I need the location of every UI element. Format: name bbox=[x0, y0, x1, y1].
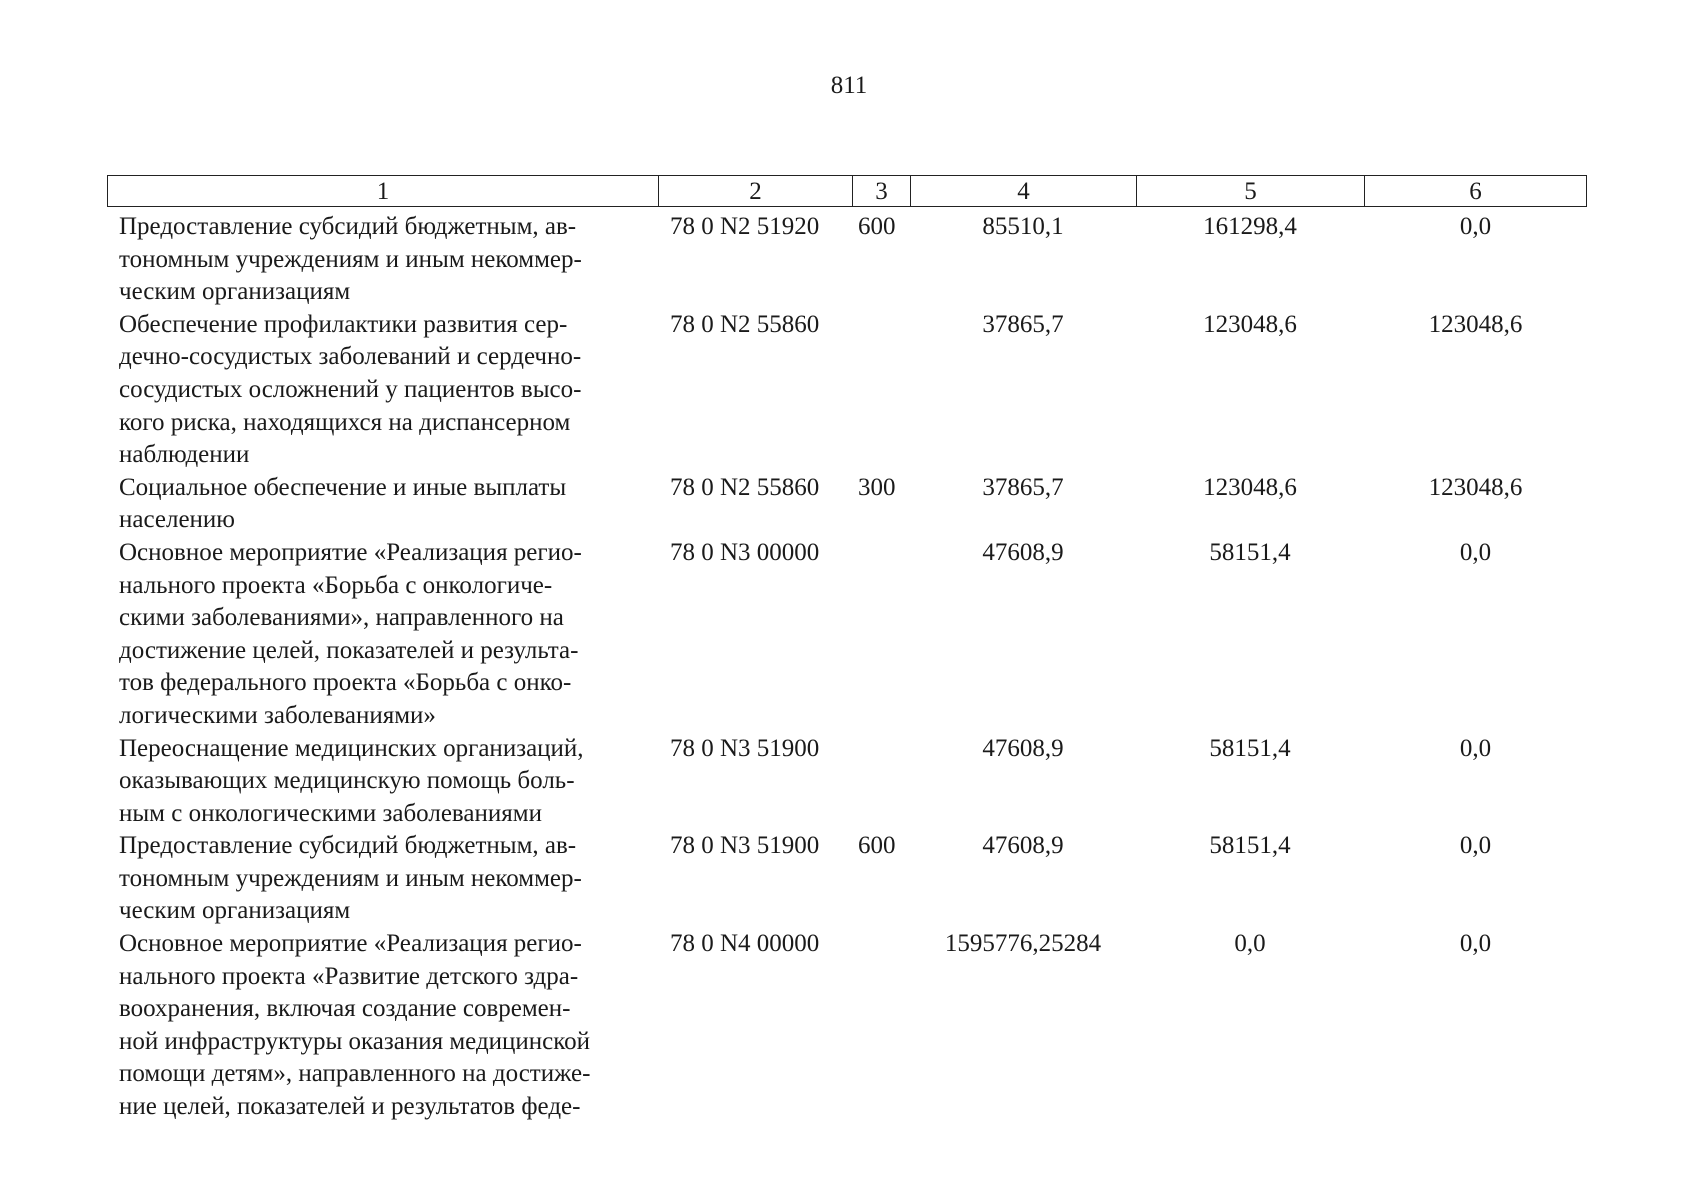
row-type bbox=[852, 309, 910, 472]
description-line: нального проекта «Борьба с онкологиче- bbox=[119, 571, 553, 599]
column-header-4: 4 bbox=[911, 176, 1137, 206]
row-value-4: 37865,7 bbox=[982, 310, 1064, 338]
row-value-5: 58151,4 bbox=[1209, 538, 1291, 566]
page-number: 811 bbox=[830, 72, 868, 99]
description-line: Предоставление субсидий бюджетным, ав- bbox=[119, 213, 577, 240]
row-value-4: 85510,1 bbox=[982, 213, 1064, 240]
description-line: наблюдении bbox=[119, 441, 250, 469]
row-value-4: 47608,9 bbox=[982, 734, 1064, 762]
table-row bbox=[107, 211, 1587, 309]
description-line: Социальное обеспечение и иные выплаты bbox=[119, 473, 567, 501]
row-type bbox=[852, 733, 910, 831]
row-description bbox=[107, 928, 658, 1124]
row-type: 300 bbox=[858, 473, 896, 501]
description-line: логическими заболеваниями» bbox=[119, 701, 436, 729]
row-description bbox=[107, 830, 658, 928]
description-line: воохранения, включая создание современ- bbox=[119, 995, 571, 1023]
row-code: 78 0 N3 00000 bbox=[670, 538, 820, 566]
description-line: ной инфраструктуры оказания медицинской bbox=[119, 1027, 591, 1055]
table-row bbox=[107, 472, 1587, 537]
row-value-6: 123048,6 bbox=[1428, 310, 1523, 338]
description-line: нального проекта «Развитие детского здра- bbox=[119, 962, 579, 990]
column-header-5: 5 bbox=[1137, 176, 1365, 206]
row-code: 78 0 N4 00000 bbox=[670, 930, 820, 958]
row-description bbox=[107, 472, 658, 537]
column-header-2: 2 bbox=[659, 176, 853, 206]
table-row bbox=[107, 309, 1587, 472]
description-line: тономным учреждениям и иным некоммер- bbox=[119, 245, 582, 273]
row-code: 78 0 N2 51920 bbox=[670, 213, 820, 240]
row-code: 78 0 N2 55860 bbox=[670, 473, 820, 501]
row-value-5: 123048,6 bbox=[1203, 473, 1297, 501]
table-row bbox=[107, 733, 1587, 831]
row-type: 600 bbox=[858, 213, 896, 240]
row-description bbox=[107, 211, 658, 309]
row-type bbox=[852, 928, 910, 1124]
table-header bbox=[107, 175, 1587, 207]
row-code: 78 0 N3 51900 bbox=[670, 832, 820, 860]
row-value-6: 0,0 bbox=[1459, 832, 1492, 860]
column-header-3: 3 bbox=[853, 176, 911, 206]
row-value-5: 123048,6 bbox=[1203, 310, 1297, 338]
row-type: 600 bbox=[858, 832, 896, 860]
row-value-5: 0,0 bbox=[1234, 930, 1266, 958]
description-line: Переоснащение медицинских организаций, bbox=[119, 734, 584, 762]
row-value-6: 0,0 bbox=[1459, 734, 1492, 762]
row-value-5: 58151,4 bbox=[1209, 734, 1291, 762]
row-description bbox=[107, 733, 658, 831]
description-line: скими заболеваниями», направленного на bbox=[119, 604, 564, 632]
description-line: Предоставление субсидий бюджетным, ав- bbox=[119, 832, 577, 860]
column-header-1: 1 bbox=[108, 176, 659, 206]
row-description bbox=[107, 309, 658, 472]
row-value-4: 47608,9 bbox=[982, 538, 1064, 566]
column-header-6: 6 bbox=[1469, 178, 1482, 205]
description-line: кого риска, находящихся на диспансерном bbox=[119, 408, 571, 436]
description-line: Основное мероприятие «Реализация регио- bbox=[119, 930, 582, 958]
row-value-4: 47608,9 bbox=[982, 832, 1064, 860]
row-type bbox=[852, 537, 910, 733]
table-row bbox=[107, 928, 1587, 1124]
row-value-4: 37865,7 bbox=[982, 473, 1064, 501]
description-line: оказывающих медицинскую помощь боль- bbox=[119, 767, 575, 795]
description-line: дечно-сосудистых заболеваний и сердечно- bbox=[119, 343, 582, 371]
description-line: сосудистых осложнений у пациентов высо- bbox=[119, 375, 582, 403]
description-line: тов федерального проекта «Борьба с онко- bbox=[119, 669, 572, 697]
description-line: Основное мероприятие «Реализация регио- bbox=[119, 538, 582, 566]
description-line: ческим организациям bbox=[119, 897, 351, 925]
description-line: ным с онкологическими заболеваниями bbox=[119, 799, 542, 827]
row-value-4: 1595776,25284 bbox=[944, 930, 1102, 958]
table-row bbox=[107, 537, 1587, 733]
row-value-6: 0,0 bbox=[1459, 213, 1492, 240]
row-code: 78 0 N3 51900 bbox=[670, 734, 820, 762]
row-value-6: 0,0 bbox=[1459, 538, 1492, 566]
table-body bbox=[107, 211, 1587, 1124]
description-line: ческим организациям bbox=[119, 278, 351, 306]
description-line: населению bbox=[119, 506, 235, 534]
row-value-6: 0,0 bbox=[1459, 930, 1492, 958]
description-line: тономным учреждениям и иным некоммер- bbox=[119, 864, 582, 892]
description-line: помощи детям», направленного на достиже- bbox=[119, 1060, 591, 1088]
table-row bbox=[107, 830, 1587, 928]
row-code: 78 0 N2 55860 bbox=[670, 310, 820, 338]
row-value-5: 58151,4 bbox=[1209, 832, 1291, 860]
row-value-6: 123048,6 bbox=[1428, 473, 1523, 501]
description-line: достижение целей, показателей и результа- bbox=[119, 636, 579, 664]
row-description bbox=[107, 537, 658, 733]
description-line: Обеспечение профилактики развития сер- bbox=[119, 310, 568, 338]
description-line: ние целей, показателей и результатов феде- bbox=[119, 1093, 581, 1121]
row-value-5: 161298,4 bbox=[1203, 213, 1297, 240]
